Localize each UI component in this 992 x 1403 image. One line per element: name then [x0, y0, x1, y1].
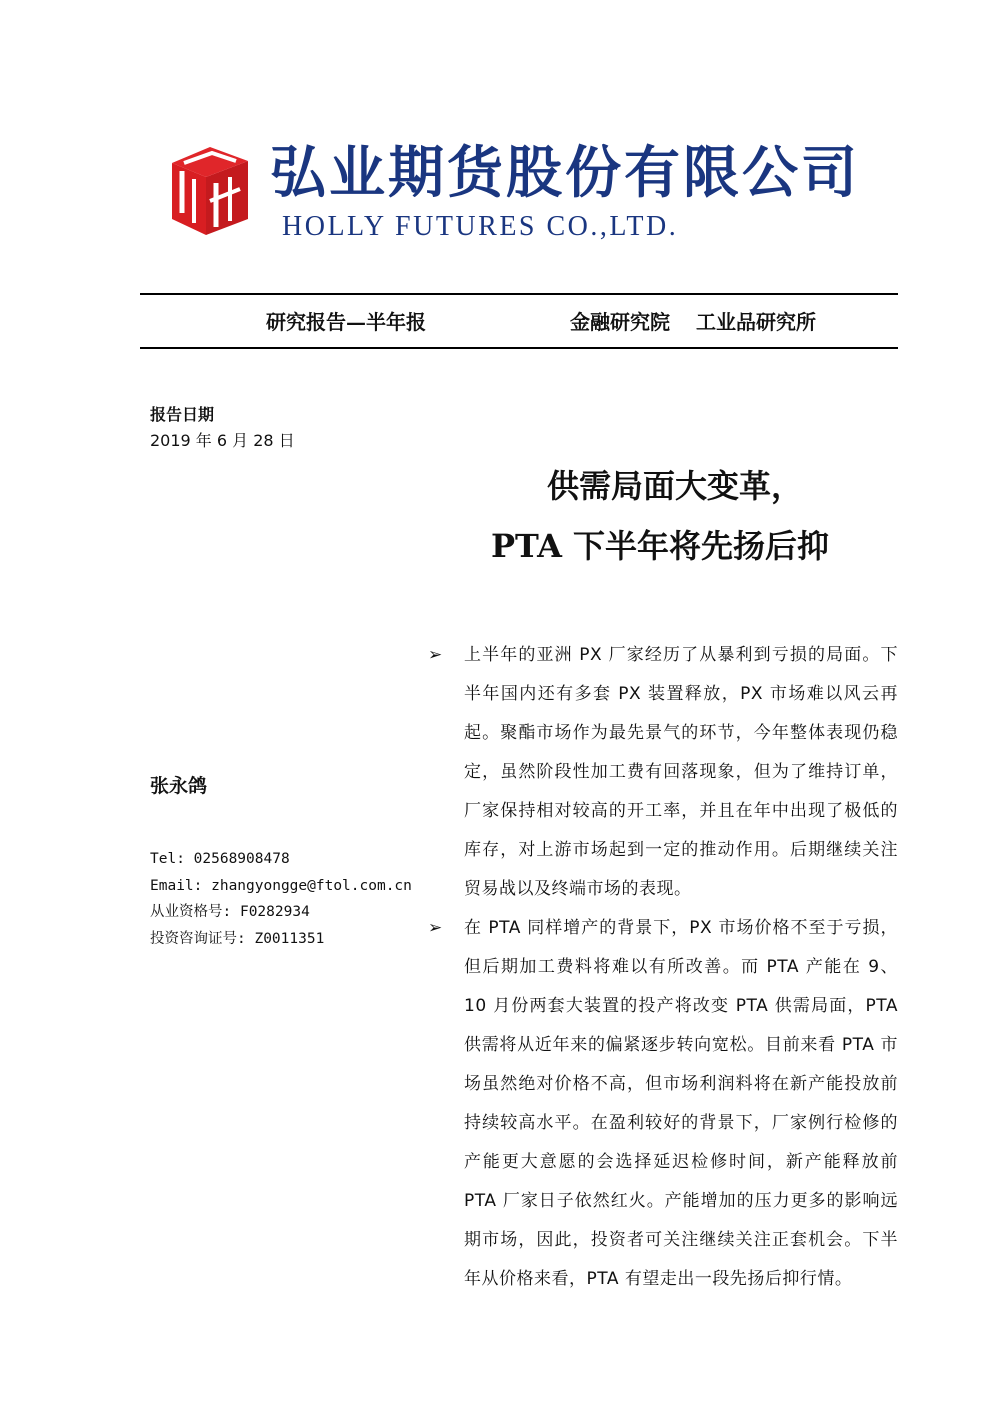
report-date-label: 报告日期: [150, 405, 215, 424]
logo-chinese-name: 弘业期货股份有限公司: [270, 140, 860, 206]
header-top-rule: [140, 293, 898, 295]
author-name: 张永鸽: [150, 775, 208, 797]
bullet-text: 上半年的亚洲 PX 厂家经历了从暴利到亏损的局面。下半年国内还有多套 PX 装置释放，PX 市场难以风云再起。聚酯市场作为最先景气的环节，今年整体表现仍稳定，虽然阶段性加工费有回落现象，但为了维持订单，厂家保持相对较高的开工率，并且在年中出现了极低的库存，对上游市场起到一定的推动作用。后期继续关注贸易战以及终端市场的表现。: [464, 645, 898, 899]
author-consult-license: 投资咨询证号: Z0011351: [150, 930, 325, 947]
header-bottom-rule: [140, 347, 898, 349]
report-title-line2: PTA 下半年将先扬后抑: [490, 527, 830, 565]
company-logo: [170, 140, 860, 242]
author-license: 从业资格号: F0282934: [150, 904, 310, 920]
author-email: Email: zhangyongge@ftol.com.cn: [150, 877, 412, 894]
division-name: 工业品研究所: [696, 310, 816, 334]
arrow-bullet-icon: ➢: [428, 645, 443, 665]
logo-english-name: HOLLY FUTURES CO.,LTD.: [282, 211, 679, 242]
summary-bullets: [428, 636, 898, 1299]
author-contact: [150, 846, 412, 952]
report-title-line1: 供需局面大变革，: [546, 467, 803, 505]
report-date-block: [150, 402, 420, 454]
summary-bullet: [428, 636, 898, 909]
report-date-value: 2019 年 6 月 28 日: [150, 431, 295, 450]
department: [570, 308, 816, 336]
cube-logo-icon: [170, 143, 250, 237]
author-tel: Tel: 02568908478: [150, 851, 290, 867]
bullet-text: 在 PTA 同样增产的背景下，PX 市场价格不至于亏损，但后期加工费料将难以有所改善。而 PTA 产能在 9、10 月份两套大装置的投产将改变 PTA 供需局面，PTA 供需将从近年来的偏紧逐步转向宽松。目前来看 PTA 市场虽然绝对价格不高，但市场利润料将在新产能投放前持续较高水平。在盈利较好的背景下，厂家例行检修的产能更大意愿的会选择延迟检修时间，新产能释放前 PTA 厂家日子依然红火。产能增加的压力更多的影响远期市场，因此，投资者可关注继续关注正套机会。下半年从价格来看，PTA 有望走出一段先扬后抑行情。: [464, 918, 898, 1289]
summary-bullet: [428, 909, 898, 1299]
report-title: [470, 456, 850, 576]
report-type: 研究报告—半年报: [266, 310, 426, 334]
arrow-bullet-icon: ➢: [428, 918, 443, 938]
institute-name: 金融研究院: [570, 310, 670, 334]
